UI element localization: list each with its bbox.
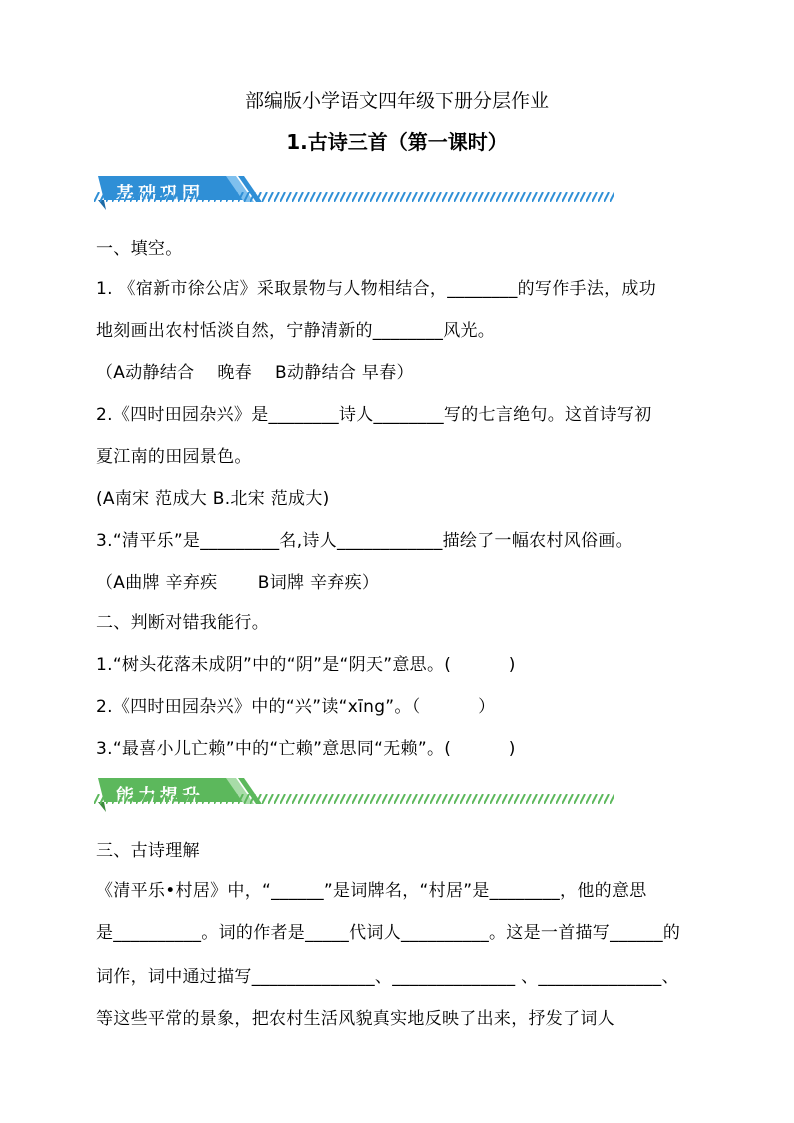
poem-question-line-3: 词作，词中通过描写______________、______________ 、______________、 (96, 967, 679, 987)
question-2-line-2: 夏江南的田园景色。 (96, 447, 252, 467)
poem-question-line-1: 《清平乐•村居》中，“______”是词牌名，“村居”是________，他的意思 (96, 881, 647, 901)
question-3-line: 3.“清平乐”是_________名,诗人____________描绘了一幅农村风俗画。 (96, 531, 633, 551)
poem-question-line-4: 等这些平常的景象，把农村生活风貌真实地反映了出来，抒发了词人 (96, 1009, 615, 1029)
poem-question-line-2: 是__________。词的作者是_____代词人__________。这是一首描写______的 (96, 923, 681, 943)
section-banner-basic (94, 172, 684, 218)
question-2-options: (A南宋 范成大 B.北宋 范成大) (96, 489, 330, 509)
section-banner-advanced (94, 774, 684, 820)
page-title: 部编版小学语文四年级下册分层作业 (244, 90, 549, 112)
question-1-line-2: 地刻画出农村恬淡自然，宁静清新的________风光。 (96, 321, 496, 341)
question-2-line-1: 2.《四时田园杂兴》是________诗人________写的七言绝句。这首诗写初 (96, 405, 652, 425)
section-heading-fill-blank: 一、填空。 (96, 239, 183, 259)
divider-hatch-green (94, 794, 614, 804)
lesson-title: 1.古诗三首（第一课时） (286, 130, 508, 154)
question-1-options: （A动静结合 晚春 B动静结合 早春） (96, 363, 414, 383)
question-3-options: （A曲牌 辛弃疾 B词牌 辛弃疾） (96, 573, 380, 593)
section-heading-true-false: 二、判断对错我能行。 (96, 613, 269, 633)
section-heading-poem-understanding: 三、古诗理解 (96, 841, 200, 861)
judge-item-3: 3.“最喜小儿亡赖”中的“亡赖”意思同“无赖”。( ) (96, 739, 516, 759)
question-1-line-1: 1. 《宿新市徐公店》采取景物与人物相结合，________的写作手法，成功 (96, 279, 657, 299)
judge-item-1: 1.“树头花落未成阴”中的“阴”是“阴天”意思。( ) (96, 655, 516, 675)
judge-item-2: 2.《四时田园杂兴》中的“兴”读“xīng”。（ ） (96, 697, 496, 717)
divider-hatch-blue (94, 192, 614, 202)
